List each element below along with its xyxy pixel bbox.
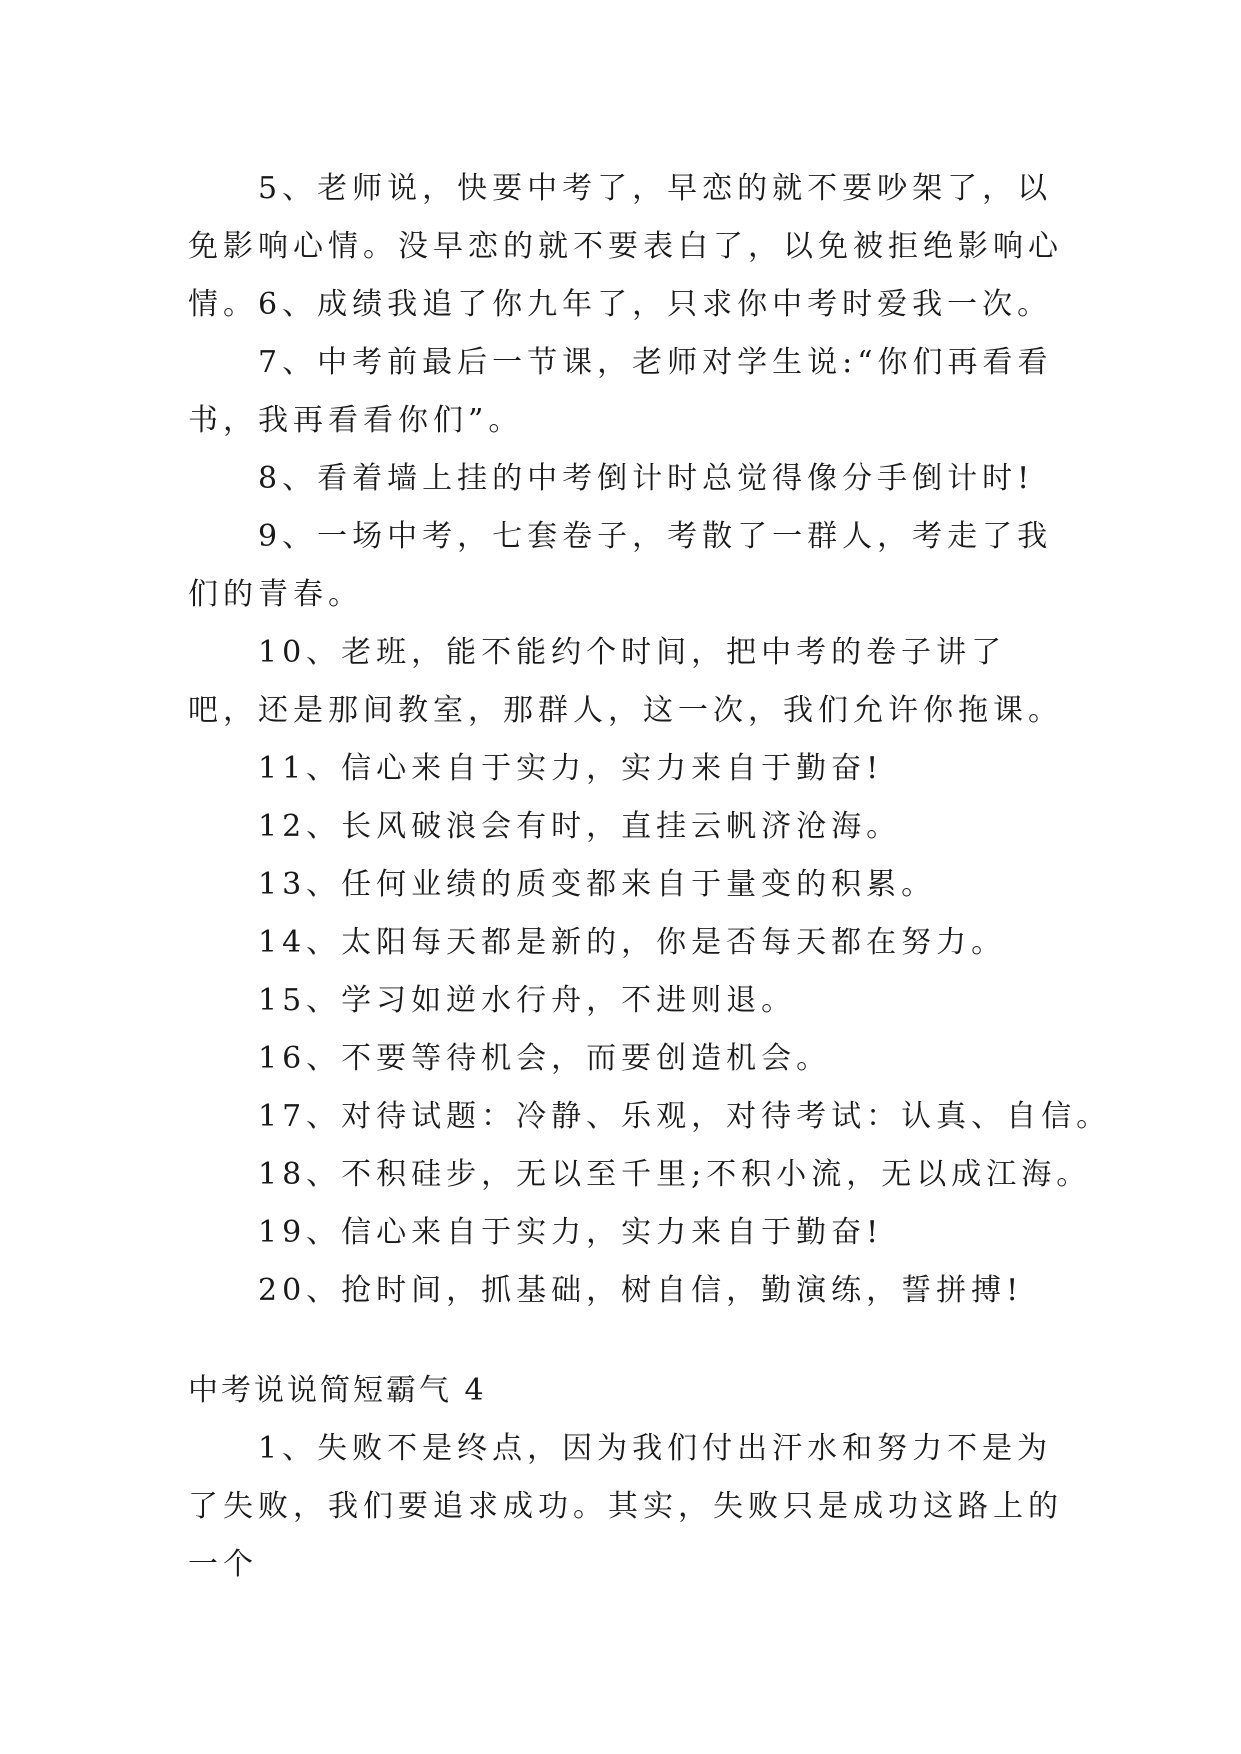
list-item: 10、老班，能不能约个时间，把中考的卷子讲了吧，还是那间教室，那群人，这一次，我们允许你拖课。 — [188, 635, 1063, 728]
list-item: 7、中考前最后一节课，老师对学生说:“你们再看看书，我再看看你们”。 — [188, 345, 1053, 438]
list-item: 12、长风破浪会有时，直挂云帆济沧海。 — [258, 809, 902, 844]
list-item: 9、一场中考，七套卷子，考散了一群人，考走了我们的青春。 — [188, 519, 1053, 612]
list-item: 19、信心来自于实力，实力来自于勤奋! — [258, 1215, 884, 1250]
list-item: 8、看着墙上挂的中考倒计时总觉得像分手倒计时! — [258, 461, 1035, 496]
list-item: 13、任何业绩的质变都来自于量变的积累。 — [258, 867, 937, 902]
list-item: 16、不要等待机会，而要创造机会。 — [258, 1041, 832, 1076]
list-item: 18、不积硅步，无以至千里;不积小流，无以成江海。 — [258, 1157, 1092, 1192]
list-item: 14、太阳每天都是新的，你是否每天都在努力。 — [258, 925, 1007, 960]
section-heading: 中考说说简短霸气 4 — [188, 1373, 487, 1408]
list-item: 17、对待试题：冷静、乐观，对待考试：认真、自信。 — [258, 1099, 1112, 1134]
list-item: 1、失败不是终点，因为我们付出汗水和努力不是为了失败，我们要追求成功。其实，失败只是成功这路上的一个 — [188, 1431, 1063, 1582]
list-item: 11、信心来自于实力，实力来自于勤奋! — [258, 751, 884, 786]
list-item: 15、学习如逆水行舟，不进则退。 — [258, 983, 797, 1018]
list-item: 20、抢时间，抓基础，树自信，勤演练，誓拼搏! — [258, 1273, 1024, 1308]
list-item: 5、老师说，快要中考了，早恋的就不要吵架了，以免影响心情。没早恋的就不要表白了，以免被拒绝影响心情。 — [188, 171, 1063, 322]
list-item: 6、成绩我追了你九年了，只求你中考时爱我一次。 — [258, 287, 1053, 322]
